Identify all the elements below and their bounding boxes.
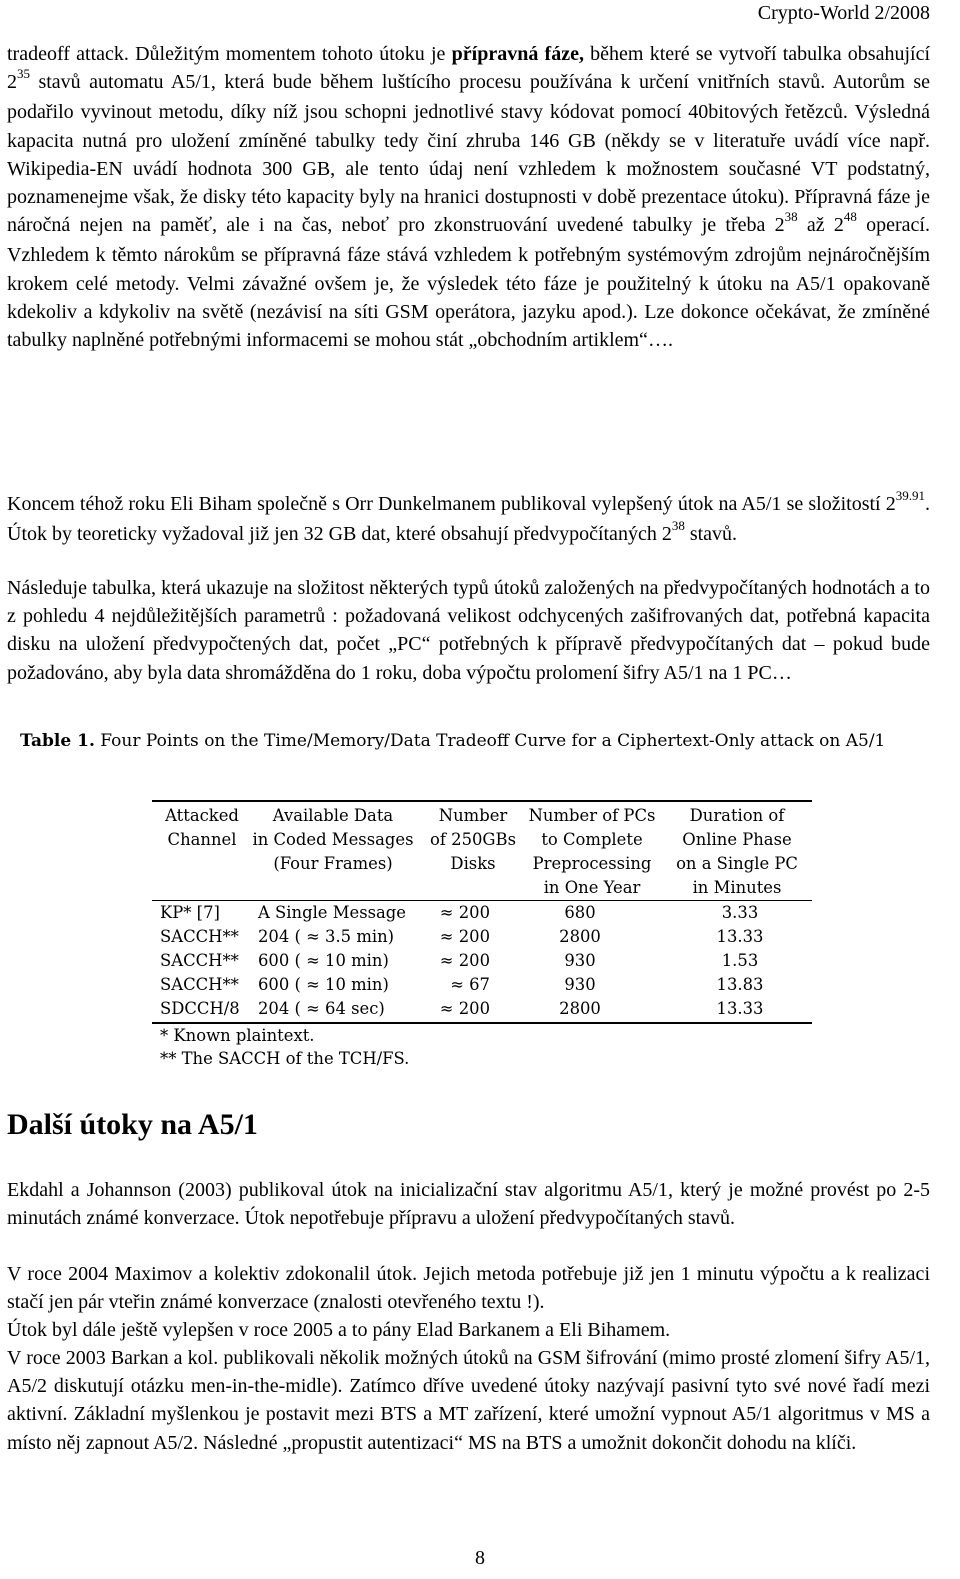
cell-channel: SACCH** <box>160 975 239 994</box>
bold-term: přípravná fáze, <box>451 43 584 65</box>
header-attacked-channel: Attacked Channel <box>165 806 239 849</box>
table-row <box>152 925 812 949</box>
text-run: operací. Vzhledem k těmto nárokům se přípravná fáze stává vzhledem k potřebným systémovým zdrojům nejnáročnějším krokem celé metody. Velmi závažné ovšem je, že výsledek této fáze je použitelný k útoku na A5/1 opakovaně kdekoliv a kdykoliv na světě (nezávisí na síti GSM operátora, jazyku apod.). Lze dokonce očekávat, že zmíněné tabulky naplněné potřebnými informacemi se mohou stát „obchodním artiklem“…. <box>7 214 930 352</box>
cell-channel: SACCH** <box>160 927 239 946</box>
cell-data: 204 ( ≈ 64 sec) <box>258 999 385 1018</box>
table-caption <box>20 731 885 751</box>
cell-pcs: 2800 <box>559 927 601 946</box>
page-number: 8 <box>475 1547 485 1569</box>
table-note: * Known plaintext. <box>160 1026 315 1045</box>
section-paragraph-2: V roce 2004 Maximov a kolektiv zdokonalil útok. Jejich metoda potřebuje již jen 1 minutu výpočtu a k realizaci stačí jen pár vteřin známé konverzace (znalosti otevřeného textu !). <box>7 1263 930 1314</box>
cell-data: A Single Message <box>258 903 406 922</box>
exponent: 38 <box>784 209 798 225</box>
cell-disks: ≈ 200 <box>439 951 490 970</box>
cell-duration: 13.33 <box>716 927 764 946</box>
text-run: . Útok by teoreticky vyžadoval již jen 32 GB dat, které obsahují předvypočítaných 2 <box>7 493 930 546</box>
section-paragraph-1: Ekdahl a Johannson (2003) publikoval útok na inicializační stav algoritmu A5/1, který je možné provést po 2-5 minutách známé konverzace. Útok nepotřebuje přípravu a uložení předvypočítaných stavů. <box>7 1179 930 1230</box>
cell-channel: SDCCH/8 <box>160 999 240 1018</box>
cell-pcs: 680 <box>564 903 596 922</box>
caption-label: Table 1. <box>20 731 95 751</box>
cell-duration: 13.33 <box>716 999 764 1018</box>
intro-paragraph <box>7 40 930 354</box>
cell-disks: ≈ 200 <box>439 999 490 1018</box>
cell-data: 600 ( ≈ 10 min) <box>258 951 389 970</box>
exponent: 39.91 <box>895 488 925 503</box>
text-run: během které se vytvoří tabulka obsahující 2 <box>7 43 931 94</box>
cell-pcs: 930 <box>564 951 596 970</box>
cell-channel: KP* [7] <box>160 903 220 922</box>
text-run: stavů. <box>684 523 738 546</box>
table-top-rule <box>152 800 812 802</box>
table-notes <box>160 1024 409 1070</box>
cell-data: 204 ( ≈ 3.5 min) <box>258 927 395 946</box>
table-note: ** The SACCH of the TCH/FS. <box>160 1049 410 1068</box>
table-header-row <box>152 804 812 900</box>
caption-text: Four Points on the Time/Memory/Data Tradeoff Curve for a Ciphertext-Only attack on A5/1 <box>94 731 886 751</box>
text-run: až 2 <box>797 214 844 237</box>
header-disks: Number of 250GBs Disks <box>430 806 516 873</box>
text-run: tradeoff attack. Důležitým momentem tohoto útoku je <box>7 43 452 65</box>
table-intro-paragraph: Následuje tabulka, která ukazuje na složitost některých typů útoků založených na předvypočítaných hodnotách a to z pohledu 4 nejdůležitějších parametrů : požadovaná velikost odchycených zašifrovaných dat, potřebná kapacita disku na uložení předvypočtených dat, počet „PC“ potřebných k přípravě předvypočítaných dat – pokud bude požadováno, aby byla data shromážděna do 1 roku, doba výpočtu prolomení šifry A5/1 na 1 PC… <box>7 577 930 684</box>
section-paragraph-4: V roce 2003 Barkan a kol. publikovali několik možných útoků na GSM šifrování (mimo prosté zlomení šifry A5/1, A5/2 diskutují otázku men-in-the-midle). Zatímco dříve uvedené útoky nazývají pasivní tyto své nové řadí mezi aktivní. Základní myšlenkou je postavit mezi BTS a MT zařízení, které umožní vypnout A5/1 algoritmus v MS a místo něj zapnout A5/2. Následné „propustit autentizaci“ MS na BTS a umožnit dokončit dohodu na klíči. <box>7 1347 930 1454</box>
cell-channel: SACCH** <box>160 951 239 970</box>
table-row <box>152 997 812 1021</box>
cell-data: 600 ( ≈ 10 min) <box>258 975 389 994</box>
running-header: Crypto-World 2/2008 <box>757 2 930 24</box>
text-run: stavů automatu A5/1, která bude během luštícího procesu používána k určení vnitřních stavů. Autorům se podařilo vyvinout metodu, díky níž jsou schopni jednotlivé stavy kódovat pomocí 40bitových řetězců. Výsledná kapacita nutná pro uložení zmíněné tabulky tedy činí zhruba 146 GB (někdy se v literatuře uvádí více např. Wikipedia-EN uvádí hodnota 300 GB, ale tento údaj není vzhledem k možnostem současné VT podstatný, poznamenejme však, že disky této kapacity byly na hranici dostupnosti v době prezentace útoku). Přípravná fáze je náročná nejen na paměť, ale i na čas, neboť pro zkonstruování uvedené tabulky je třeba 2 <box>7 71 930 237</box>
exponent: 35 <box>17 66 30 82</box>
cell-pcs: 2800 <box>559 999 601 1018</box>
cell-disks: ≈ 67 <box>450 975 490 994</box>
cell-duration: 13.83 <box>716 975 764 994</box>
header-duration: Duration of Online Phase on a Single PC in Minutes <box>676 806 798 897</box>
section-heading: Další útoky na A5/1 <box>7 1108 258 1141</box>
biham-paragraph <box>7 490 930 550</box>
exponent: 48 <box>843 209 857 225</box>
table-row <box>152 973 812 997</box>
cell-pcs: 930 <box>564 975 596 994</box>
cell-disks: ≈ 200 <box>439 903 490 922</box>
section-paragraph-3: Útok byl dále ještě vylepšen v roce 2005 a to pány Elad Barkanem a Eli Bihamem. <box>7 1319 671 1341</box>
header-pcs: Number of PCs to Complete Preprocessing in One Year <box>528 806 656 897</box>
table-row <box>152 901 812 925</box>
text-run: Koncem téhož roku Eli Biham společně s Orr Dunkelmanem publikoval vylepšený útok na A5/1 se složitostí 2 <box>7 493 896 515</box>
exponent: 38 <box>671 518 685 534</box>
cell-duration: 1.53 <box>721 951 759 970</box>
header-available-data: Available Data in Coded Messages (Four Frames) <box>252 806 414 873</box>
cell-duration: 3.33 <box>721 903 759 922</box>
table-row <box>152 949 812 973</box>
cell-disks: ≈ 200 <box>439 927 490 946</box>
